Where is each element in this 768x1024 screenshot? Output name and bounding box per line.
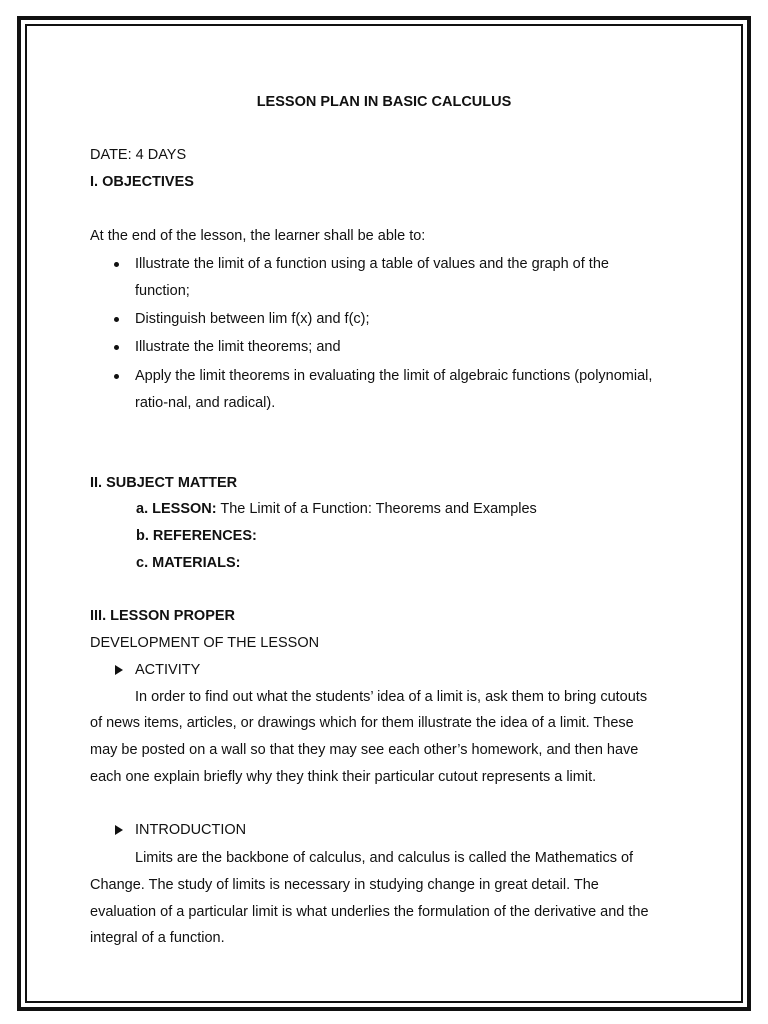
objective-item: Apply the limit theorems in evaluating the limit of algebraic functions (polynomial,	[135, 368, 653, 384]
objectives-intro: At the end of the lesson, the learner shall be able to:	[90, 228, 426, 244]
activity-paragraph-line: may be posted on a wall so that they may see each other’s homework, and then have	[90, 742, 639, 758]
objective-item: Illustrate the limit theorems; and	[135, 339, 341, 355]
bullet-dot	[114, 317, 119, 322]
introduction-paragraph-line: Limits are the backbone of calculus, and calculus is called the Mathematics of	[135, 850, 634, 866]
introduction-paragraph-line: Change. The study of limits is necessary in studying change in great detail. The	[90, 877, 599, 893]
lesson-line	[136, 499, 537, 519]
arrow-bullet-icon	[115, 665, 123, 675]
lesson-proper-heading: III. LESSON PROPER	[90, 608, 236, 624]
activity-paragraph-line: of news items, articles, or drawings which for them illustrate the idea of a limit. These	[90, 715, 634, 731]
references-label: b. REFERENCES:	[136, 528, 257, 544]
date-line: DATE: 4 DAYS	[90, 147, 187, 163]
objectives-heading: I. OBJECTIVES	[90, 174, 194, 190]
document-title: LESSON PLAN IN BASIC CALCULUS	[256, 94, 512, 110]
introduction-label: INTRODUCTION	[135, 822, 247, 838]
arrow-bullet-icon	[115, 825, 123, 835]
objective-item-continued: ratio-nal, and radical).	[135, 395, 276, 411]
lesson-label: a. LESSON:	[136, 501, 217, 517]
bullet-dot	[114, 374, 119, 379]
activity-paragraph-line: In order to find out what the students’ idea of a limit is, ask them to bring cutouts	[135, 689, 648, 705]
lesson-value: The Limit of a Function: Theorems and Examples	[216, 501, 537, 517]
bullet-dot	[114, 262, 119, 267]
activity-paragraph-line: each one explain briefly why they think their particular cutout represents a limit.	[90, 769, 597, 785]
development-subheading: DEVELOPMENT OF THE LESSON	[90, 635, 320, 651]
objective-item: Illustrate the limit of a function using a table of values and the graph of the	[135, 256, 609, 272]
objective-item-continued: function;	[135, 283, 190, 299]
subject-matter-heading: II. SUBJECT MATTER	[90, 475, 238, 491]
activity-label: ACTIVITY	[135, 662, 201, 678]
introduction-paragraph-line: integral of a function.	[90, 930, 225, 946]
bullet-dot	[114, 345, 119, 350]
materials-label: c. MATERIALS:	[136, 555, 241, 571]
introduction-paragraph-line: evaluation of a particular limit is what underlies the formulation of the derivative and the	[90, 904, 649, 920]
objective-item: Distinguish between lim f(x) and f(c);	[135, 311, 370, 327]
